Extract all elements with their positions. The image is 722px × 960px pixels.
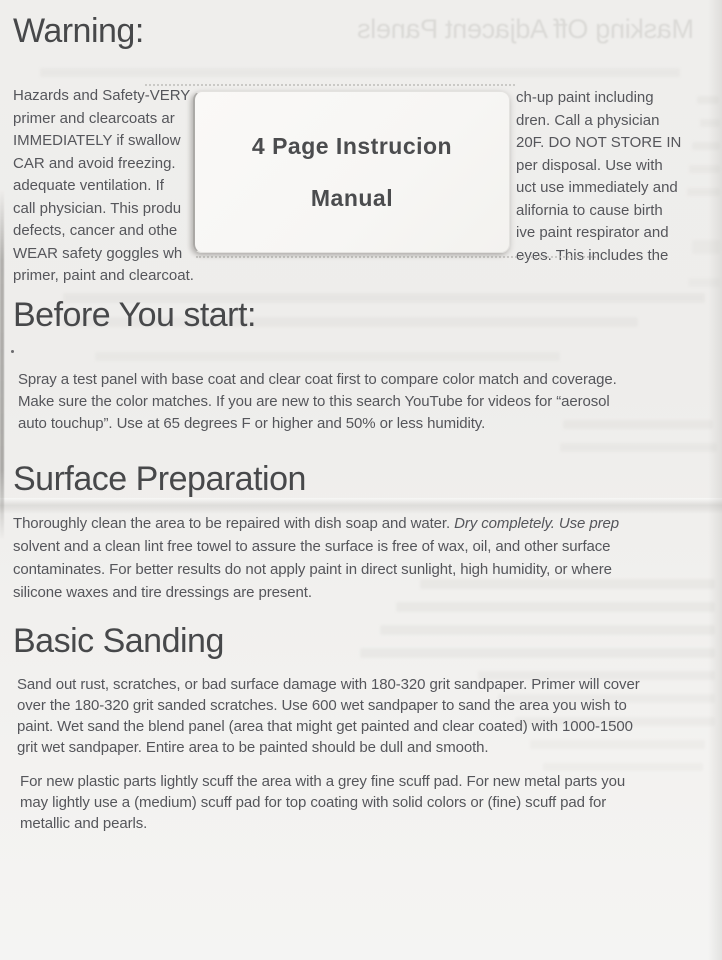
paragraph-line: Sand out rust, scratches, or bad surface damage with 180-320 grit sandpaper. Primer will cover — [17, 676, 640, 693]
bleed-through-line — [420, 579, 715, 589]
paragraph-line: contaminates. For better results do not apply paint in direct sunlight, high humidity, or where — [13, 561, 612, 578]
paragraph-line: paint. Wet sand the blend panel (area that might get painted and clear coated) with 1000-1500 — [17, 718, 633, 735]
bleed-through-line — [95, 352, 560, 361]
warning-heading: Warning: — [13, 12, 144, 50]
paragraph-line: metallic and pearls. — [20, 815, 148, 832]
page-crease — [0, 498, 722, 514]
bleed-through-line — [380, 625, 715, 635]
page-edge-shadow — [708, 0, 722, 960]
paragraph-line: auto touchup”. Use at 65 degrees F or higher and 50% or less humidity. — [18, 415, 486, 432]
sanding-heading: Basic Sanding — [13, 622, 224, 660]
paragraph-line: Make sure the color matches. If you are new to this search YouTube for videos for “aerosol — [18, 393, 610, 410]
bleed-through-line — [396, 602, 715, 612]
paragraph-line-italic: Dry completely. Use prep — [454, 515, 619, 532]
bleed-through-line — [530, 740, 705, 749]
warning-line-left: IMMEDIATELY if swallow — [13, 132, 181, 149]
instruction-manual-sticker — [193, 91, 510, 253]
stray-period — [11, 350, 14, 353]
warning-line-left: WEAR safety goggles wh — [13, 244, 183, 262]
paragraph-line: Spray a test panel with base coat and clear coat first to compare color match and coverage. — [18, 371, 617, 388]
sticker-title-line2: Manual — [310, 185, 394, 211]
warning-line-left: primer, paint and clearcoat. — [13, 267, 194, 284]
paragraph-line: over the 180-320 grit sanded scratches. Use 600 wet sandpaper to sand the area you wish to — [17, 697, 627, 714]
paragraph-line: grit wet sandpaper. Entire area to be painted should be dull and smooth. — [17, 739, 489, 756]
warning-line-right: uct use immediately and — [516, 179, 678, 196]
sticker-title-line1: 4 Page Instrucion — [251, 133, 453, 159]
warning-line-left: primer and clearcoats ar — [13, 109, 175, 127]
paragraph-line: silicone waxes and tire dressings are present. — [13, 584, 312, 601]
surface-heading: Surface Preparation — [13, 460, 306, 498]
bleed-through-line — [360, 648, 715, 658]
warning-line-right: ch-up paint including — [516, 89, 654, 106]
perforation-bottom — [196, 256, 596, 258]
warning-line-left: Hazards and Safety-VERY — [13, 87, 191, 104]
warning-line-left: defects, cancer and othe — [13, 222, 178, 239]
page-edge-shadow — [0, 190, 4, 540]
warning-line-left: adequate ventilation. If — [13, 177, 164, 194]
bleed-through-line — [543, 763, 703, 771]
bleed-through-line — [563, 420, 713, 429]
bleed-through-line — [40, 68, 680, 77]
warning-line-right: ive paint respirator and — [516, 224, 669, 241]
paragraph-line: For new plastic parts lightly scuff the area with a grey fine scuff pad. For new metal parts you — [20, 773, 626, 790]
paragraph-line: may lightly use a (medium) scuff pad for top coating with solid colors or (fine) scuff pad for — [20, 794, 607, 811]
warning-line-left: CAR and avoid freezing. — [13, 154, 176, 172]
paragraph-line-text: Thoroughly clean the area to be repaired with dish soap and water. — [13, 515, 455, 532]
warning-line-right: alifornia to cause birth — [516, 201, 663, 219]
warning-line-right: per disposal. Use with — [516, 156, 663, 174]
warning-line-right: eyes. This includes the — [516, 246, 669, 264]
bleed-through-heading: Masking Off Adjacent Panels — [357, 14, 694, 44]
bleed-through-line — [560, 443, 717, 452]
perforation-top — [145, 84, 515, 86]
warning-line-right: 20F. DO NOT STORE IN — [516, 134, 682, 151]
warning-line-right: dren. Call a physician — [516, 111, 660, 129]
warning-line-left: call physician. This produ — [13, 199, 182, 217]
paragraph-line — [13, 515, 619, 532]
paragraph-line: solvent and a clean lint free towel to assure the surface is free of wax, oil, and other surface — [13, 538, 611, 555]
before-heading: Before You start: — [13, 296, 256, 334]
